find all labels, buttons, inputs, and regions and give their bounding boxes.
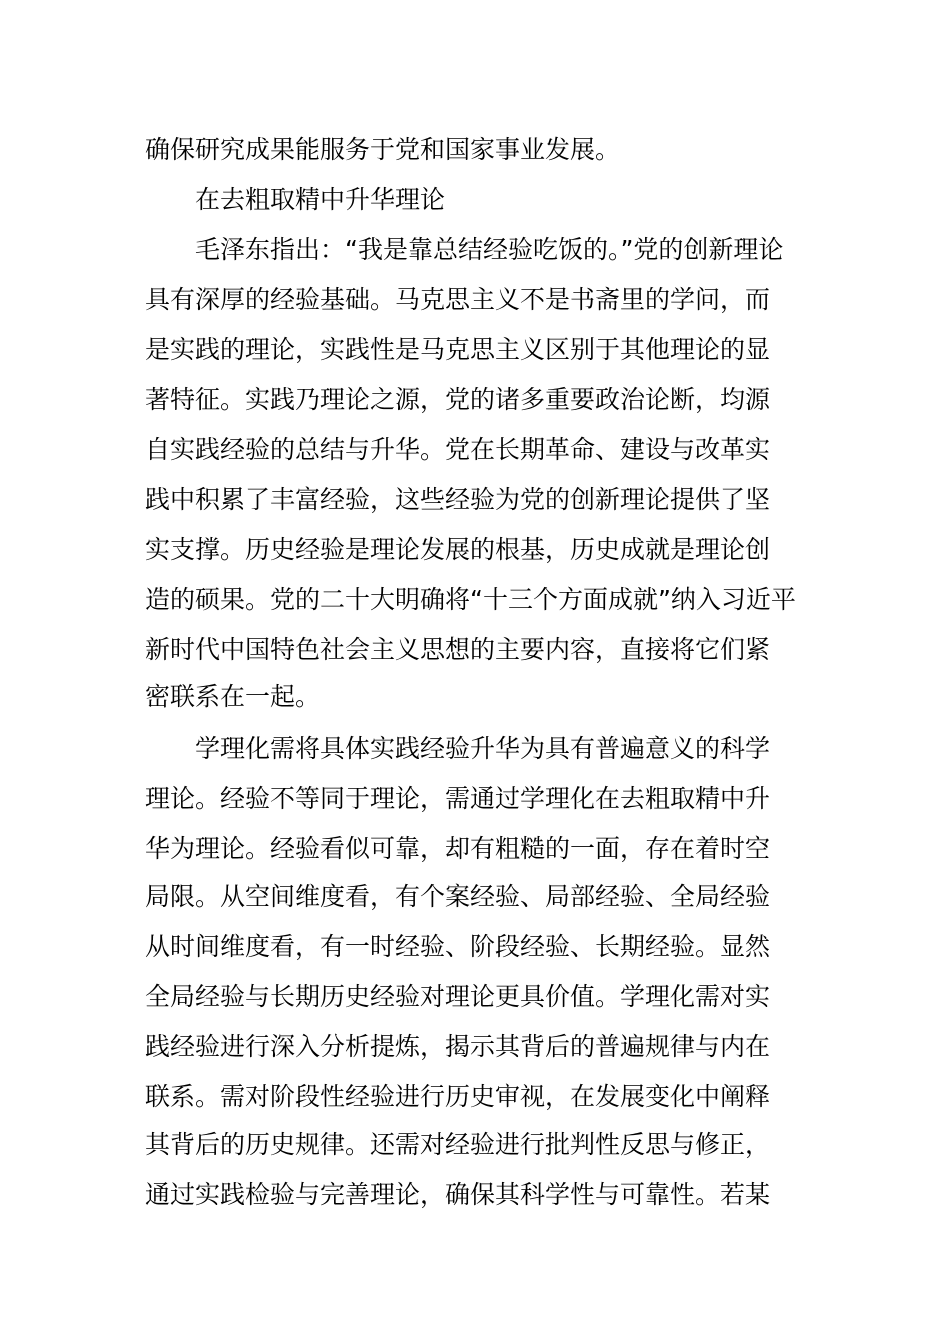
text-line: 学理化需将具体实践经验升华为具有普遍意义的科学 bbox=[195, 734, 771, 763]
text-line: 实支撑。历史经验是理论发展的根基，历史成就是理论创 bbox=[145, 535, 771, 564]
text-line: 自实践经验的总结与升华。党在长期革命、建设与改革实 bbox=[145, 435, 771, 464]
text-line: 是实践的理论，实践性是马克思主义区别于其他理论的显 bbox=[145, 335, 771, 364]
text-line: 理论。经验不等同于理论，需通过学理化在去粗取精中升 bbox=[145, 784, 771, 813]
text-line: 全局经验与长期历史经验对理论更具价值。学理化需对实 bbox=[145, 982, 771, 1011]
text-line: 造的硕果。党的二十大明确将“十三个方面成就”纳入习近平 bbox=[145, 585, 796, 614]
text-line: 从时间维度看，有一时经验、阶段经验、长期经验。显然 bbox=[145, 932, 771, 961]
text-line: 毛泽东指出：“我是靠总结经验吃饭的。”党的创新理论 bbox=[195, 235, 784, 264]
section-heading: 在去粗取精中升华理论 bbox=[195, 185, 446, 214]
text-line: 具有深厚的经验基础。马克思主义不是书斋里的学问，而 bbox=[145, 285, 771, 314]
text-line: 通过实践检验与完善理论，确保其科学性与可靠性。若某 bbox=[145, 1180, 771, 1209]
text-line: 践中积累了丰富经验，这些经验为党的创新理论提供了坚 bbox=[145, 485, 771, 514]
text-line: 其背后的历史规律。还需对经验进行批判性反思与修正， bbox=[145, 1130, 771, 1159]
text-line: 联系。需对阶段性经验进行历史审视，在发展变化中阐释 bbox=[145, 1082, 771, 1111]
text-line: 局限。从空间维度看，有个案经验、局部经验、全局经验 bbox=[145, 882, 771, 911]
text-line: 践经验进行深入分析提炼，揭示其背后的普遍规律与内在 bbox=[145, 1032, 771, 1061]
text-line: 密联系在一起。 bbox=[145, 682, 321, 711]
text-line: 华为理论。经验看似可靠，却有粗糙的一面，存在着时空 bbox=[145, 834, 771, 863]
text-line: 确保研究成果能服务于党和国家事业发展。 bbox=[145, 135, 621, 164]
text-line: 著特征。实践乃理论之源，党的诸多重要政治论断，均源 bbox=[145, 385, 771, 414]
text-line: 新时代中国特色社会主义思想的主要内容，直接将它们紧 bbox=[145, 635, 771, 664]
